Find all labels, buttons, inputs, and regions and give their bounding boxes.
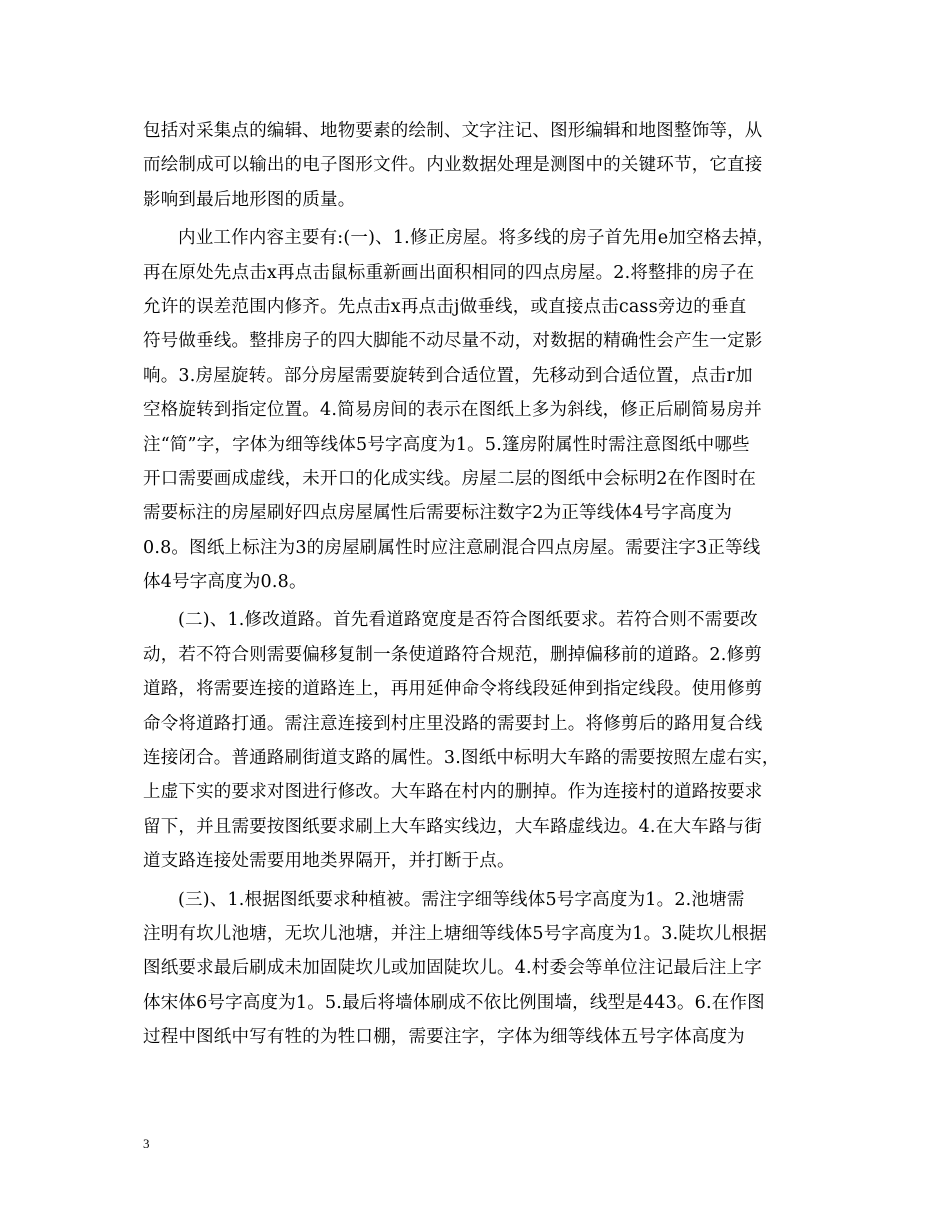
text-line: 包括对采集点的编辑、地物要素的绘制、文字注记、图形编辑和地图整饰等，从 (143, 121, 763, 141)
text-line: 留下，并且需要按图纸要求刷上大车路实线边，大车路虚线边。4.在大车路与街 (143, 816, 762, 837)
text-line: (二)、1.修改道路。首先看道路宽度是否符合图纸要求。若符合则不需要改 (178, 610, 758, 631)
text-line: 道路，将需要连接的道路连上，再用延伸命令将线段延伸到指定线段。使用修剪 (143, 679, 763, 700)
text-line: 注明有坎儿池塘，无坎儿池塘，并注上塘细等线体5号字高度为1。3.陡坎儿根据 (143, 923, 767, 944)
text-line: 而绘制成可以输出的电子图形文件。内业数据处理是测图中的关键环节，它直接 (143, 155, 763, 176)
text-line: 内业工作内容主要有:(一)、1.修正房屋。将多线的房子首先用e加空格去掉， (178, 228, 775, 249)
text-line: 需要标注的房屋刷好四点房屋属性后需要标注数字2为正等线体4号字高度为 (143, 503, 733, 524)
text-line: 空格旋转到指定位置。4.简易房间的表示在图纸上多为斜线，修正后刷简易房并 (143, 400, 762, 421)
text-line: 体宋体6号字高度为1。5.最后将墙体刷成不依比例围墙，线型是443。6.在作图 (143, 992, 765, 1013)
text-line: 连接闭合。普通路刷街道支路的属性。3.图纸中标明大车路的需要按照左虚右实， (143, 748, 780, 769)
text-line: 上虚下实的要求对图进行修改。大车路在村内的删掉。作为连接村的道路按要求 (143, 782, 763, 803)
text-line: 体4号字高度为0.8。 (143, 572, 307, 593)
text-line: 注“简”字，字体为细等线体5号字高度为1。5.篷房附属性时需注意图纸中哪些 (143, 434, 750, 455)
text-line: 再在原处先点击x再点击鼠标重新画出面积相同的四点房屋。2.将整排的房子在 (143, 262, 755, 283)
text-line: (三)、1.根据图纸要求种植被。需注字细等线体5号字高度为1。2.池塘需 (178, 889, 745, 910)
text-line: 允许的误差范围内修齐。先点击x再点击j做垂线，或直接点击cass旁边的垂直 (143, 296, 747, 317)
text-line: 动，若不符合则需要偏移复制一条使道路符合规范，删掉偏移前的道路。2.修剪 (143, 644, 762, 665)
page-number: 3 (143, 1136, 150, 1151)
text-line: 图纸要求最后刷成未加固陡坎儿或加固陡坎儿。4.村委会等单位注记最后注上字 (143, 958, 762, 979)
text-line: 影响到最后地形图的质量。 (143, 189, 356, 210)
text-line: 过程中图纸中写有牲的为牲口棚，需要注字，字体为细等线体五号字体高度为 (143, 1027, 745, 1048)
text-line: 0.8。图纸上标注为3的房屋刷属性时应注意刷混合四点房屋。需要注字3正等线 (143, 537, 761, 558)
text-line: 开口需要画成虚线，未开口的化成实线。房屋二层的图纸中会标明2在作图时在 (143, 468, 757, 489)
body-text (143, 114, 813, 1055)
text-line: 命令将道路打通。需注意连接到村庄里没路的需要封上。将修剪后的路用复合线 (143, 713, 763, 734)
text-line: 道支路连接处需要用地类界隔开，并打断于点。 (143, 851, 515, 872)
text-line: 符号做垂线。整排房子的四大脚能不动尽量不动，对数据的精确性会产生一定影 (143, 331, 763, 352)
text-line: 响。3.房屋旋转。部分房屋需要旋转到合适位置，先移动到合适位置，点击r加 (143, 365, 753, 386)
